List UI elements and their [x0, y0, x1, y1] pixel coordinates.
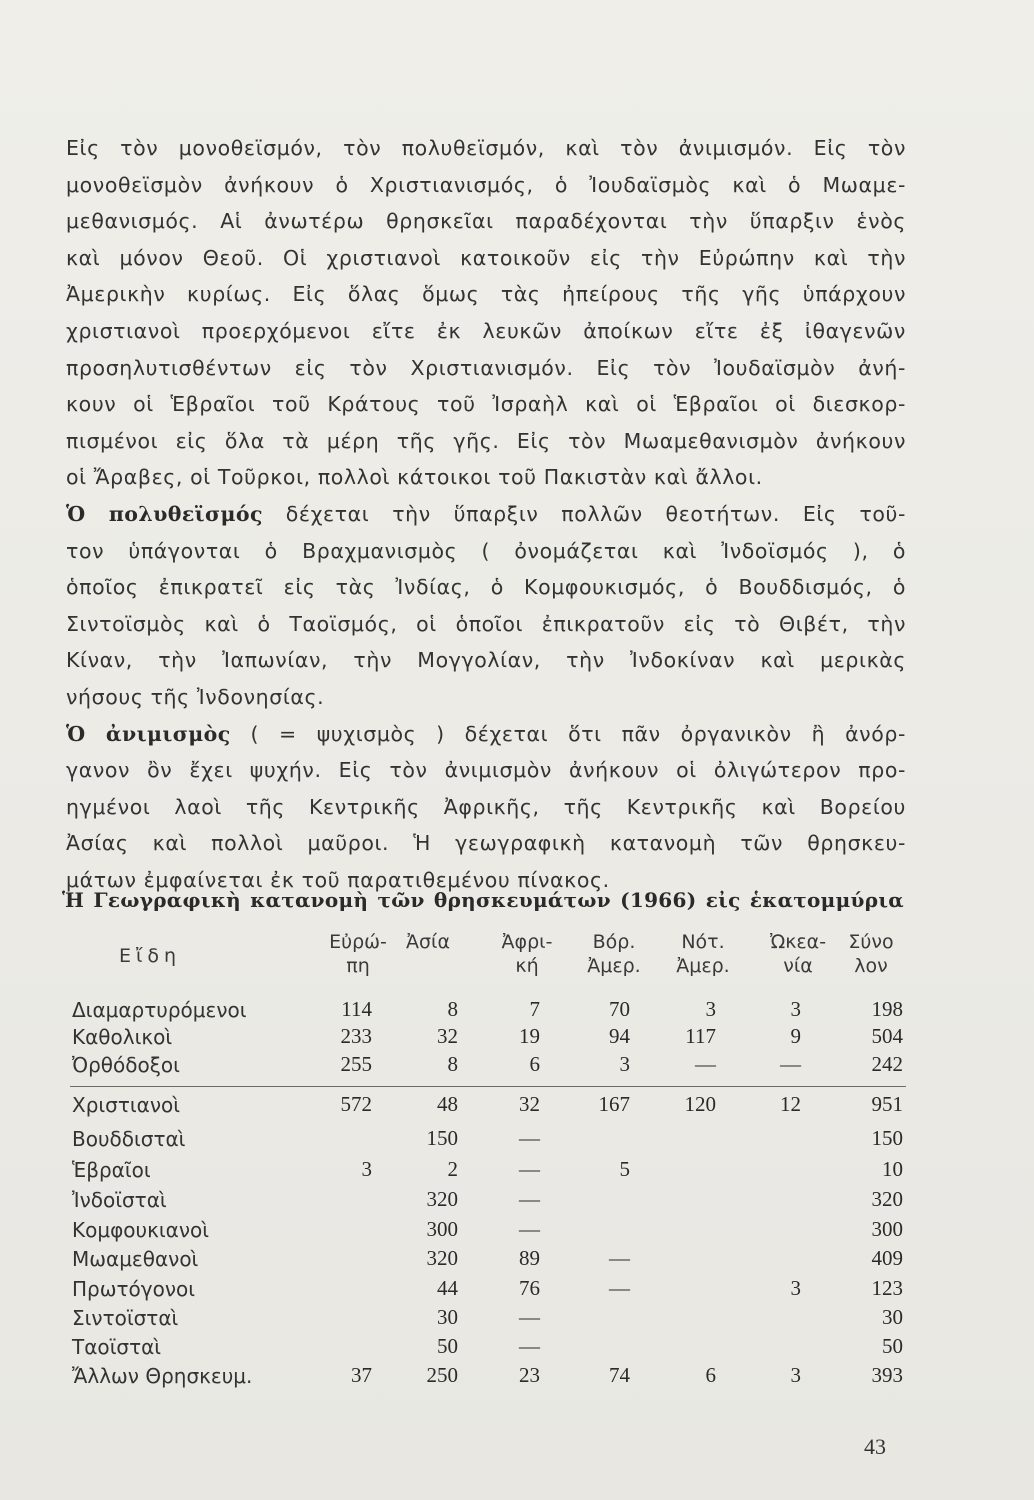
- table-cell: 3: [790, 1276, 801, 1300]
- table-row-label: Πρωτόγονοι: [72, 1277, 196, 1301]
- table-cell: 150: [426, 1126, 458, 1150]
- table-cell: 3: [361, 1157, 372, 1181]
- table-cell: 300: [871, 1217, 903, 1241]
- table-cell: —: [519, 1157, 540, 1181]
- table-cell: —: [609, 1276, 630, 1300]
- table-header-5: Νότ. Ἀμερ.: [676, 931, 730, 977]
- text-line: Ἀμερικὴν κυρίως. Εἰς ὅλας ὅμως τὰς ἠπείρους τῆς γῆς ὑπάρχουν: [66, 282, 906, 307]
- table-cell: 3: [619, 1052, 630, 1076]
- text-line: ὁποῖος ἐπικρατεῖ εἰς τὰς Ἰνδίας, ὁ Κομφουκισμός, ὁ Βουδδισμός, ὁ: [66, 575, 906, 600]
- table-header-4: Βόρ. Ἀμερ.: [587, 931, 641, 977]
- table-row-label: Κομφουκιανοὶ: [72, 1218, 209, 1242]
- text-line: Κίναν, τὴν Ἰαπωνίαν, τὴν Μογγολίαν, τὴν Ἰνδοκίναν καὶ μερικὰς: [66, 648, 906, 673]
- animism-term: Ὁ ἀνιμισμὸς: [66, 721, 231, 746]
- text-line: γανον ὂν ἔχει ψυχήν. Εἰς τὸν ἀνιμισμὸν ἀνήκουν οἱ ὀλιγώτερον προ-: [66, 758, 906, 783]
- page-number: 43: [864, 1434, 886, 1459]
- table-cell: 48: [437, 1092, 458, 1116]
- table-cell: 10: [882, 1157, 903, 1181]
- table-cell: 37: [351, 1363, 372, 1387]
- table-row-label: Ἄλλων Θρησκευμ.: [72, 1364, 253, 1388]
- table-row-label: Ἑβραῖοι: [72, 1158, 151, 1182]
- table-row-label: Ἰνδοϊσταὶ: [72, 1188, 167, 1212]
- table-cell: 5: [619, 1157, 630, 1181]
- table-cell: 393: [871, 1363, 903, 1387]
- table-cell: 76: [519, 1276, 540, 1300]
- table-cell: 123: [871, 1276, 903, 1300]
- polytheism-first-line: δέχεται τὴν ὕπαρξιν πολλῶν θεοτήτων. Εἰς τοῦ-: [285, 502, 906, 526]
- table-cell: —: [519, 1187, 540, 1211]
- table-cell: 50: [882, 1334, 903, 1358]
- table-cell: 19: [519, 1024, 540, 1048]
- table-cell: 320: [871, 1187, 903, 1211]
- table-cell: 250: [426, 1363, 458, 1387]
- table-cell: 320: [426, 1187, 458, 1211]
- table-cell: 504: [871, 1024, 903, 1048]
- table-cell: —: [609, 1246, 630, 1270]
- table-cell: —: [780, 1052, 801, 1076]
- table-cell: 572: [340, 1092, 372, 1116]
- text-line: οἱ Ἄραβες, οἱ Τοῦρκοι, πολλοὶ κάτοικοι τοῦ Πακιστὰν καὶ ἄλλοι.: [66, 465, 763, 490]
- table-row-label: Βουδδισταὶ: [72, 1127, 186, 1151]
- text-line: προσηλυτισθέντων εἰς τὸν Χριστιανισμόν. Εἰς τὸν Ἰουδαϊσμὸν ἀνή-: [66, 355, 906, 380]
- text-line: πισμένοι εἰς ὅλα τὰ μέρη τῆς γῆς. Εἰς τὸν Μωαμεθανισμὸν ἀνήκουν: [66, 428, 906, 453]
- text-line: ηγμένοι λαοὶ τῆς Κεντρικῆς Ἀφρικῆς, τῆς Κεντρικῆς καὶ Βορείου: [66, 794, 906, 819]
- table-cell: 409: [871, 1246, 903, 1270]
- table-cell: 167: [598, 1092, 630, 1116]
- table-cell: 242: [871, 1052, 903, 1076]
- text-line: μονοθεϊσμὸν ἀνήκουν ὁ Χριστιανισμός, ὁ Ἰουδαϊσμὸς καὶ ὁ Μωαμε-: [66, 172, 906, 197]
- table-header-3: Ἀφρι- κή: [501, 931, 553, 977]
- table-row-label: Σιντοϊσταὶ: [72, 1306, 179, 1330]
- text-line: Ἀσίας καὶ πολλοὶ μαῦροι. Ἡ γεωγραφικὴ κατανομὴ τῶν θρησκευ-: [66, 831, 906, 856]
- table-header-7: Σύνο λον: [848, 931, 894, 977]
- text-line: τον ὑπάγονται ὁ Βραχμανισμὸς ( ὀνομάζεται καὶ Ἰνδοϊσμός ), ὁ: [66, 538, 906, 563]
- table-header-2: Ἀσία: [406, 931, 450, 953]
- table-cell: —: [519, 1305, 540, 1329]
- text-line: Εἰς τὸν μονοθεϊσμόν, τὸν πολυθεϊσμόν, καὶ τὸν ἀνιμισμόν. Εἰς τὸν: [66, 136, 906, 160]
- table-row-label: Ταοϊσταὶ: [72, 1335, 162, 1359]
- table-title: Ἡ Γεωγραφικὴ κατανομὴ τῶν θρησκευμάτων (1966) εἰς ἑκατομμύρια: [62, 888, 904, 912]
- table-cell: 117: [685, 1024, 716, 1048]
- table-cell: 74: [609, 1363, 630, 1387]
- table-cell: 120: [684, 1092, 716, 1116]
- table-header-0: Εἴδη: [118, 945, 182, 967]
- table-cell: 70: [609, 997, 630, 1021]
- table-cell: 2: [447, 1157, 458, 1181]
- table-cell: 32: [519, 1092, 540, 1116]
- table-cell: 30: [882, 1305, 903, 1329]
- table-cell: 150: [871, 1126, 903, 1150]
- table-cell: 3: [705, 997, 716, 1021]
- table-row-label: Χριστιανοὶ: [72, 1093, 181, 1117]
- text-line: μεθανισμός. Αἱ ἀνωτέρω θρησκεῖαι παραδέχονται τὴν ὕπαρξιν ἑνὸς: [66, 209, 906, 234]
- table-cell: 30: [437, 1305, 458, 1329]
- table-cell: 3: [790, 997, 801, 1021]
- table-cell: —: [519, 1126, 540, 1150]
- table-cell: 6: [529, 1052, 540, 1076]
- table-cell: 89: [519, 1246, 540, 1270]
- table-cell: 8: [447, 1052, 458, 1076]
- table-cell: 12: [780, 1092, 801, 1116]
- table-cell: 44: [437, 1276, 458, 1300]
- text-line-polytheism-lead: [66, 502, 906, 526]
- table-divider: [70, 1086, 906, 1087]
- text-line: κουν οἱ Ἑβραῖοι τοῦ Κράτους τοῦ Ἰσραὴλ καὶ οἱ Ἑβραῖοι οἱ διεσκορ-: [66, 392, 906, 417]
- table-cell: 8: [447, 997, 458, 1021]
- table-cell: 951: [871, 1092, 903, 1116]
- table-header-1: Εὐρώ- πη: [329, 931, 387, 977]
- text-line: νήσους τῆς Ἰνδονησίας.: [66, 685, 325, 709]
- table-cell: 9: [790, 1024, 801, 1048]
- table-cell: 94: [609, 1024, 630, 1048]
- table-cell: 6: [705, 1363, 716, 1387]
- table-cell: 23: [519, 1363, 540, 1387]
- table-row-label: Διαμαρτυρόμενοι: [72, 998, 247, 1022]
- table-cell: —: [519, 1334, 540, 1358]
- table-row-label: Μωαμεθανοὶ: [72, 1247, 199, 1271]
- animism-first-line: ( = ψυχισμὸς ) δέχεται ὅτι πᾶν ὀργανικὸν ἢ ἀνόρ-: [250, 721, 906, 746]
- table-cell: 3: [790, 1363, 801, 1387]
- table-header-6: Ὠκεα- νία: [769, 931, 827, 977]
- table-cell: 198: [871, 997, 903, 1021]
- text-line: καὶ μόνον Θεοῦ. Οἱ χριστιανοὶ κατοικοῦν εἰς τὴν Εὐρώπην καὶ τὴν: [66, 245, 906, 270]
- text-line: Σιντοϊσμὸς καὶ ὁ Ταοϊσμός, οἱ ὁποῖοι ἐπικρατοῦν εἰς τὸ Θιβέτ, τὴν: [66, 611, 906, 636]
- table-row-label: Ὀρθόδοξοι: [72, 1053, 180, 1077]
- table-cell: 7: [529, 997, 540, 1021]
- table-cell: 50: [437, 1334, 458, 1358]
- text-line: χριστιανοὶ προερχόμενοι εἴτε ἐκ λευκῶν ἀποίκων εἴτε ἐξ ἰθαγενῶν: [66, 319, 906, 343]
- table-cell: 32: [437, 1024, 458, 1048]
- table-cell: —: [695, 1052, 716, 1076]
- table-cell: 114: [341, 997, 372, 1021]
- table-cell: 320: [426, 1246, 458, 1270]
- text-line-animism-lead: [66, 722, 906, 746]
- table-row-label: Καθολικοὶ: [72, 1025, 173, 1049]
- table-cell: 300: [426, 1217, 458, 1241]
- table-cell: 233: [340, 1024, 372, 1048]
- table-cell: 255: [340, 1052, 372, 1076]
- polytheism-term: Ὁ πολυθεϊσμός: [66, 502, 263, 526]
- table-cell: —: [519, 1217, 540, 1241]
- text-line: μάτων ἐμφαίνεται ἐκ τοῦ παρατιθεμένου πίνακος.: [66, 868, 610, 892]
